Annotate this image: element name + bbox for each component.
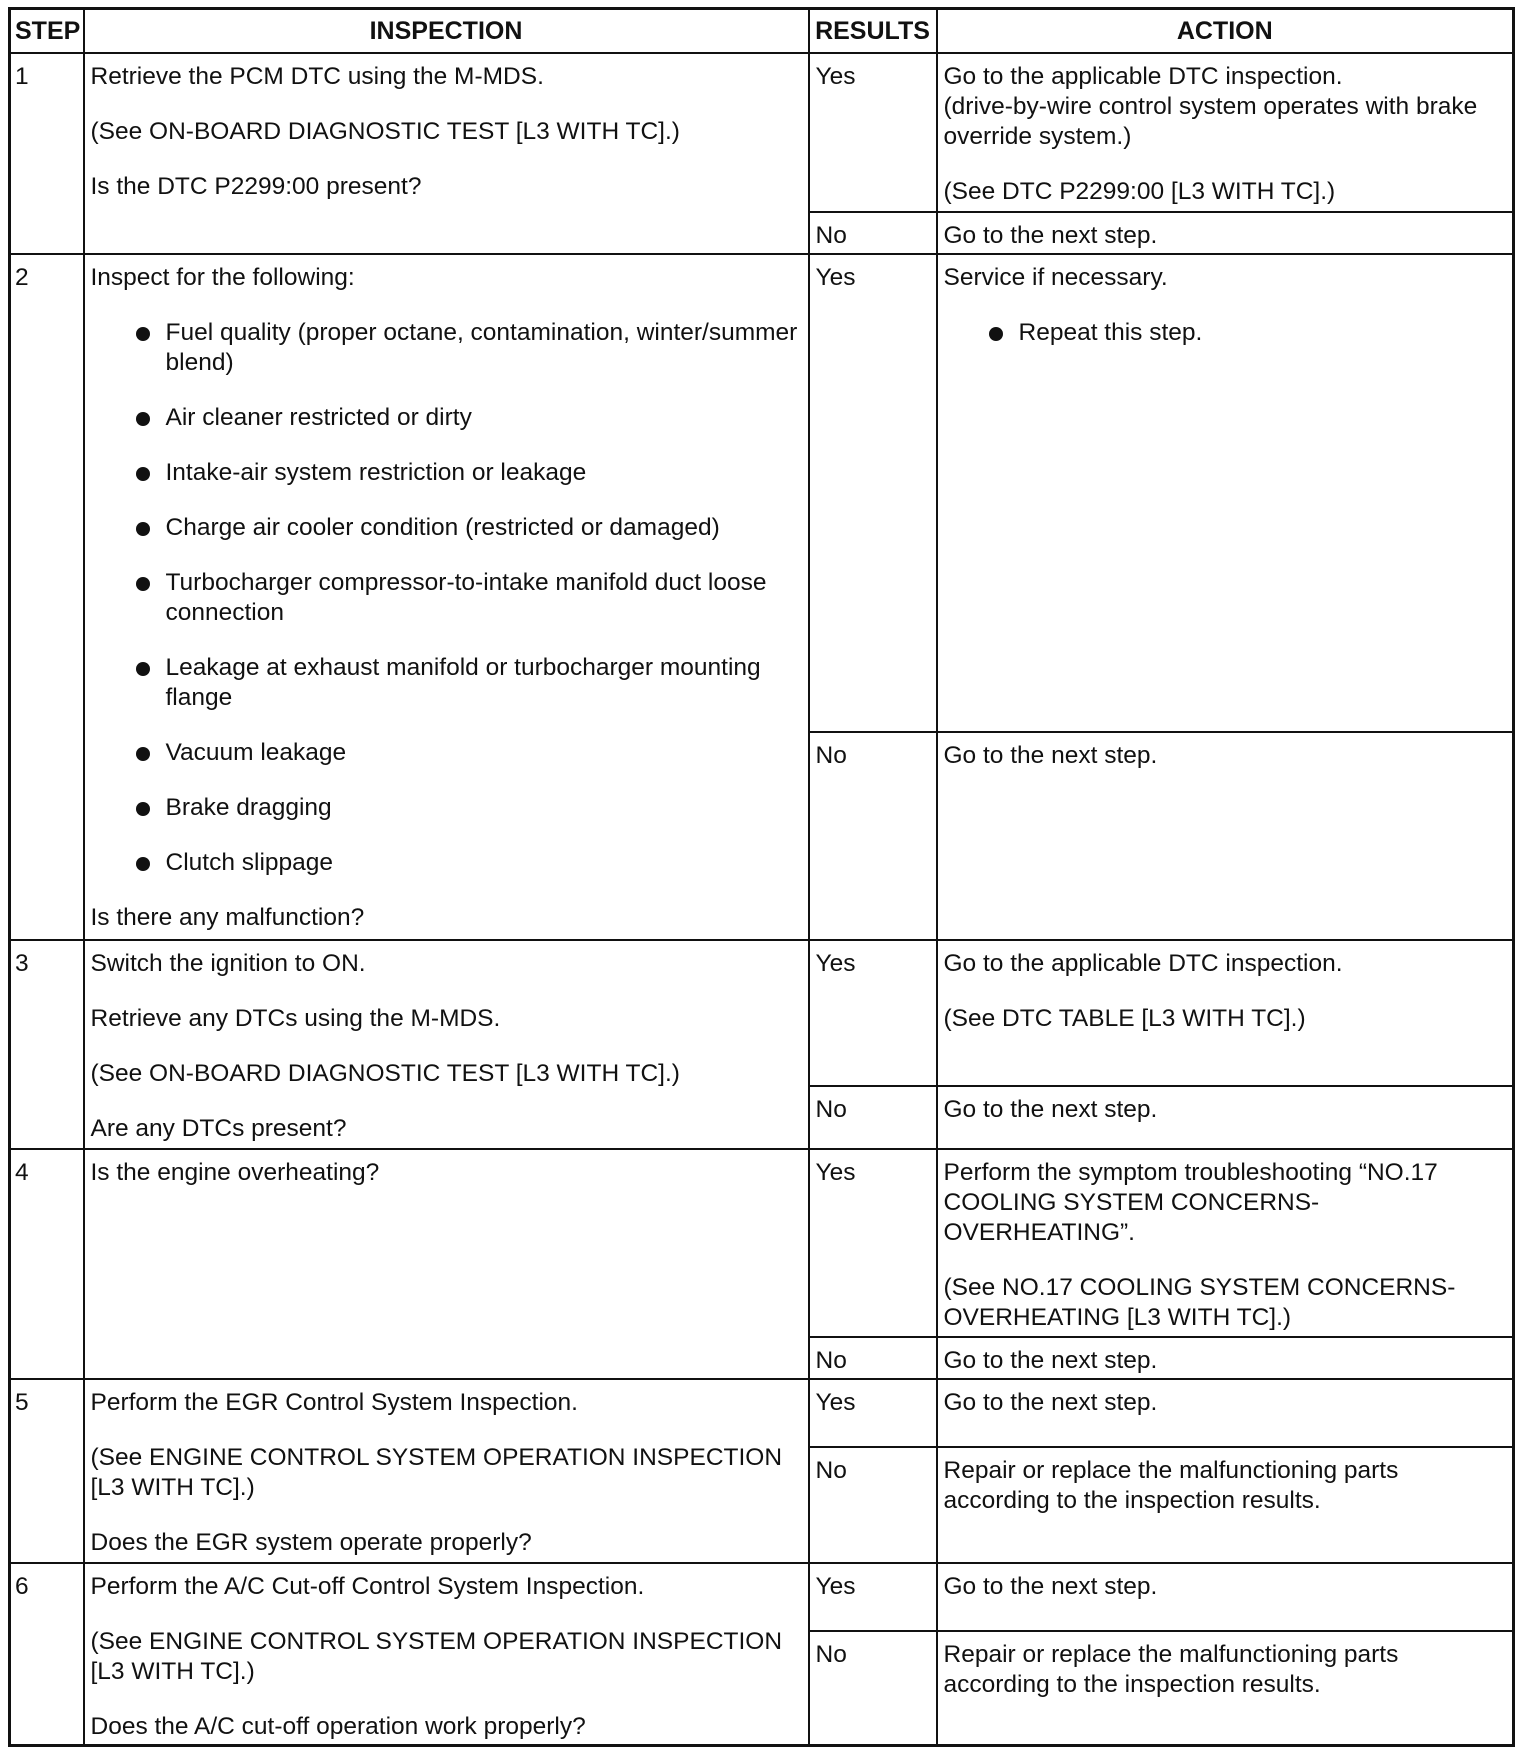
result-no: No — [809, 1631, 937, 1745]
header-action: ACTION — [937, 9, 1514, 54]
checklist-item: Vacuum leakage — [131, 738, 802, 768]
checklist-item: Brake dragging — [131, 793, 802, 823]
result-yes: Yes — [809, 1149, 937, 1337]
diagnostic-table — [8, 7, 1515, 1747]
step-number: 2 — [10, 254, 84, 940]
result-yes: Yes — [809, 1379, 937, 1447]
action-text: Go to the next step. — [937, 1086, 1514, 1149]
step-2-inspection — [84, 254, 809, 940]
header-inspection: INSPECTION — [84, 9, 809, 54]
step-1-yes-row — [10, 53, 1514, 212]
step-6-yes-row — [10, 1563, 1514, 1631]
inspection-question: Does the A/C cut-off operation work properly? — [90, 1713, 586, 1740]
result-no: No — [809, 1337, 937, 1379]
step-1-inspection — [84, 53, 809, 254]
inspection-question: Is the engine overheating? — [90, 1159, 380, 1186]
action-reference: (See DTC TABLE [L3 WITH TC].) — [943, 1005, 1306, 1032]
action-text: Go to the applicable DTC inspection. (drive-by-wire control system operates with brake override system.) — [943, 63, 1478, 150]
inspection-text: Perform the A/C Cut-off Control System Inspection. — [90, 1573, 645, 1600]
inspection-reference: (See ON-BOARD DIAGNOSTIC TEST [L3 WITH TC].) — [90, 1060, 680, 1087]
inspection-question: Is the DTC P2299:00 present? — [90, 173, 422, 200]
checklist-item: Air cleaner restricted or dirty — [131, 403, 802, 433]
result-yes: Yes — [809, 1563, 937, 1631]
action-reference: (See NO.17 COOLING SYSTEM CONCERNS-OVERHEATING [L3 WITH TC].) — [943, 1274, 1456, 1331]
inspection-text: Retrieve the PCM DTC using the M-MDS. — [90, 63, 544, 90]
inspection-text: Switch the ignition to ON. — [90, 950, 366, 977]
step-4-inspection — [84, 1149, 809, 1379]
inspection-question: Does the EGR system operate properly? — [90, 1529, 532, 1556]
result-no: No — [809, 212, 937, 254]
action-text: Repair or replace the malfunctioning parts according to the inspection results. — [937, 1631, 1514, 1745]
action-reference: (See DTC P2299:00 [L3 WITH TC].) — [943, 178, 1336, 205]
step-5-inspection — [84, 1379, 809, 1563]
action-text: Go to the next step. — [937, 1379, 1514, 1447]
action-text: Go to the next step. — [937, 212, 1514, 254]
checklist-item: Fuel quality (proper octane, contamination, winter/summer blend) — [131, 318, 802, 378]
step-4-yes-row — [10, 1149, 1514, 1337]
inspection-reference: (See ENGINE CONTROL SYSTEM OPERATION INSPECTION [L3 WITH TC].) — [90, 1444, 783, 1501]
step-number: 1 — [10, 53, 84, 254]
step-3-yes-action — [937, 940, 1514, 1086]
step-4-yes-action — [937, 1149, 1514, 1337]
step-5-yes-row — [10, 1379, 1514, 1447]
inspection-question: Are any DTCs present? — [90, 1115, 347, 1142]
header-row — [10, 9, 1514, 54]
step-3-yes-row — [10, 940, 1514, 1086]
action-text: Service if necessary. — [943, 264, 1168, 291]
step-2-yes-action — [937, 254, 1514, 732]
result-no: No — [809, 732, 937, 940]
inspection-text: Inspect for the following: — [90, 264, 355, 291]
step-number: 5 — [10, 1379, 84, 1563]
checklist-item: Turbocharger compressor-to-intake manifold duct loose connection — [131, 568, 802, 628]
action-text: Go to the next step. — [937, 732, 1514, 940]
step-2-yes-row — [10, 254, 1514, 732]
action-list-item: Repeat this step. — [984, 318, 1507, 348]
action-text: Go to the next step. — [937, 1337, 1514, 1379]
header-results: RESULTS — [809, 9, 937, 54]
result-no: No — [809, 1086, 937, 1149]
result-yes: Yes — [809, 53, 937, 212]
inspection-reference: (See ON-BOARD DIAGNOSTIC TEST [L3 WITH TC].) — [90, 118, 680, 145]
step-number: 3 — [10, 940, 84, 1149]
result-yes: Yes — [809, 940, 937, 1086]
action-list — [944, 318, 1507, 348]
checklist-item: Charge air cooler condition (restricted or damaged) — [131, 513, 802, 543]
result-no: No — [809, 1447, 937, 1563]
step-3-inspection — [84, 940, 809, 1149]
checklist-item: Clutch slippage — [131, 848, 802, 878]
step-6-inspection — [84, 1563, 809, 1745]
action-text: Perform the symptom troubleshooting “NO.17 COOLING SYSTEM CONCERNS-OVERHEATING”. — [943, 1159, 1438, 1246]
action-text: Repair or replace the malfunctioning parts according to the inspection results. — [937, 1447, 1514, 1563]
step-number: 6 — [10, 1563, 84, 1745]
action-text: Go to the applicable DTC inspection. — [943, 950, 1343, 977]
inspection-reference: (See ENGINE CONTROL SYSTEM OPERATION INSPECTION [L3 WITH TC].) — [90, 1628, 783, 1685]
inspection-checklist — [91, 318, 802, 878]
step-1-yes-action — [937, 53, 1514, 212]
checklist-item: Leakage at exhaust manifold or turbocharger mounting flange — [131, 653, 802, 713]
header-step: STEP — [10, 9, 84, 54]
checklist-item: Intake-air system restriction or leakage — [131, 458, 802, 488]
result-yes: Yes — [809, 254, 937, 732]
action-text: Go to the next step. — [937, 1563, 1514, 1631]
inspection-text: Retrieve any DTCs using the M-MDS. — [90, 1005, 501, 1032]
inspection-text: Perform the EGR Control System Inspection. — [90, 1389, 578, 1416]
inspection-question: Is there any malfunction? — [90, 904, 365, 931]
step-number: 4 — [10, 1149, 84, 1379]
